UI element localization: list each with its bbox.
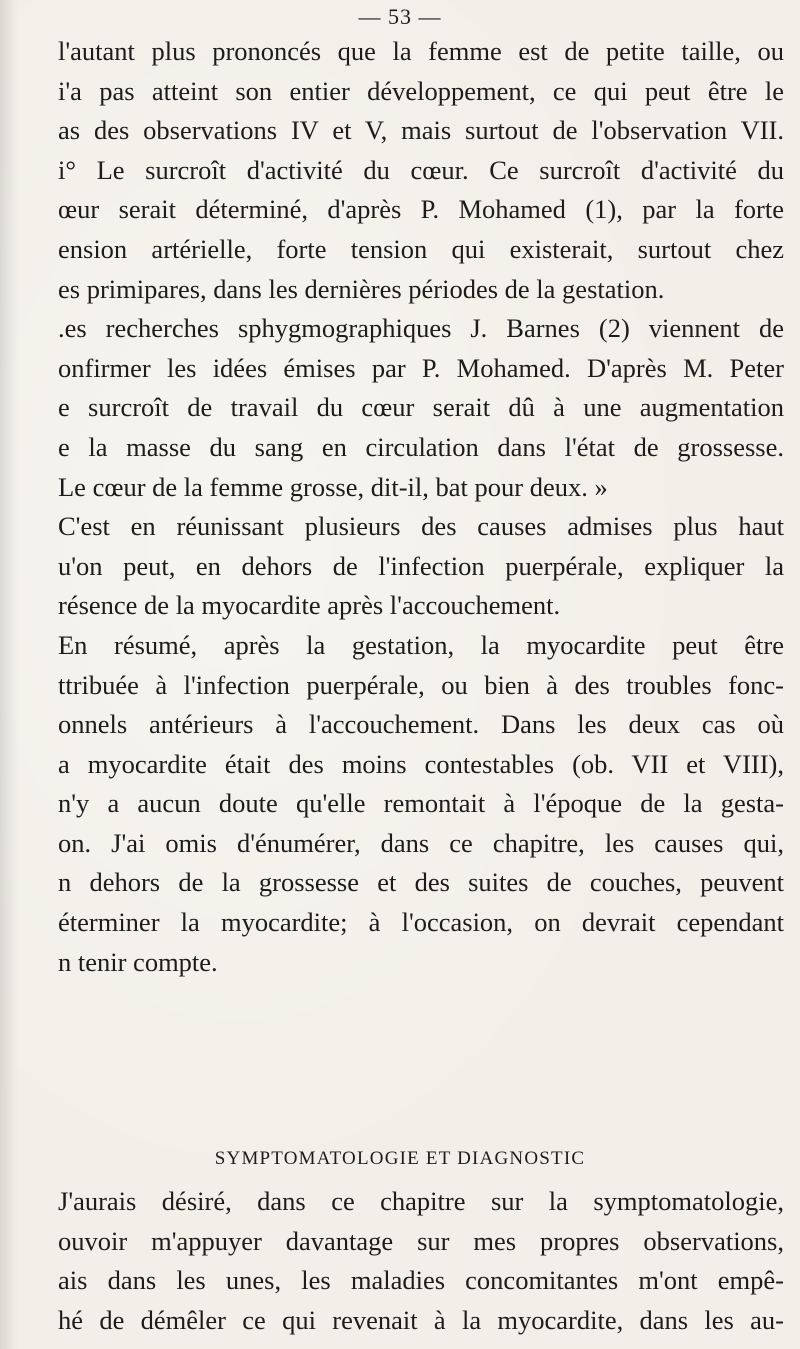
- text-line: n dehors de la grossesse et des suites de couches, peuvent: [58, 867, 784, 898]
- text-line: e la masse du sang en circulation dans l'état de grossesse.: [58, 431, 784, 462]
- main-paragraphs: [58, 32, 784, 982]
- text-line: C'est en réunissant plusieurs des causes admises plus haut: [58, 511, 784, 542]
- text-line: on. J'ai omis d'énumérer, dans ce chapitre, les causes qui,: [58, 827, 784, 858]
- text-line: ension artérielle, forte tension qui existerait, surtout chez: [58, 233, 784, 264]
- text-line: ais dans les unes, les maladies concomitantes m'ont empê-: [58, 1265, 784, 1296]
- text-line: hé de démêler ce qui revenait à la myocardite, dans les au-: [58, 1304, 784, 1335]
- page-gutter-shadow: [0, 0, 18, 1349]
- text-line: n'y a aucun doute qu'elle remontait à l'époque de la gesta-: [58, 788, 784, 819]
- page-number: — 53 —: [358, 4, 442, 29]
- text-line: e surcroît de travail du cœur serait dû à une augmentation: [58, 392, 784, 423]
- text-line: J'aurais désiré, dans ce chapitre sur la symptomatologie,: [58, 1186, 784, 1216]
- text-line: i'a pas atteint son entier développement, ce qui peut être le: [58, 75, 784, 106]
- section-heading: SYMPTOMATOLOGIE ET DIAGNOSTIC: [214, 1148, 586, 1169]
- text-line: n tenir compte.: [58, 946, 218, 977]
- text-line: .es recherches sphygmographiques J. Barnes (2) viennent de: [58, 313, 784, 344]
- text-line: es primipares, dans les dernières périodes de la gestation.: [58, 273, 665, 304]
- text-line: as des observations IV et V, mais surtout de l'observation VII.: [58, 115, 784, 146]
- text-line: ttribuée à l'infection puerpérale, ou bien à des troubles fonc-: [58, 669, 784, 700]
- text-line: œur serait déterminé, d'après P. Mohamed (1), par la forte: [58, 194, 784, 225]
- text-line: Le cœur de la femme grosse, dit-il, bat pour deux. »: [58, 471, 608, 502]
- second-paragraph: [58, 1182, 784, 1340]
- text-line: résence de la myocardite après l'accouchement.: [58, 590, 561, 621]
- text-line: l'autant plus prononcés que la femme est de petite taille, ou: [58, 36, 784, 66]
- text-line: En résumé, après la gestation, la myocardite peut être: [58, 629, 784, 660]
- text-line: a myocardite était des moins contestables (ob. VII et VIII),: [58, 748, 784, 779]
- text-line: u'on peut, en dehors de l'infection puerpérale, expliquer la: [58, 550, 784, 581]
- text-line: onnels antérieurs à l'accouchement. Dans les deux cas où: [58, 709, 784, 740]
- text-line: onfirmer les idées émises par P. Mohamed. D'après M. Peter: [58, 352, 784, 383]
- text-line: éterminer la myocardite; à l'occasion, on devrait cependant: [58, 907, 784, 938]
- text-line: i° Le surcroît d'activité du cœur. Ce surcroît d'activité du: [58, 154, 784, 185]
- text-line: ouvoir m'appuyer davantage sur mes propres observations,: [58, 1225, 784, 1256]
